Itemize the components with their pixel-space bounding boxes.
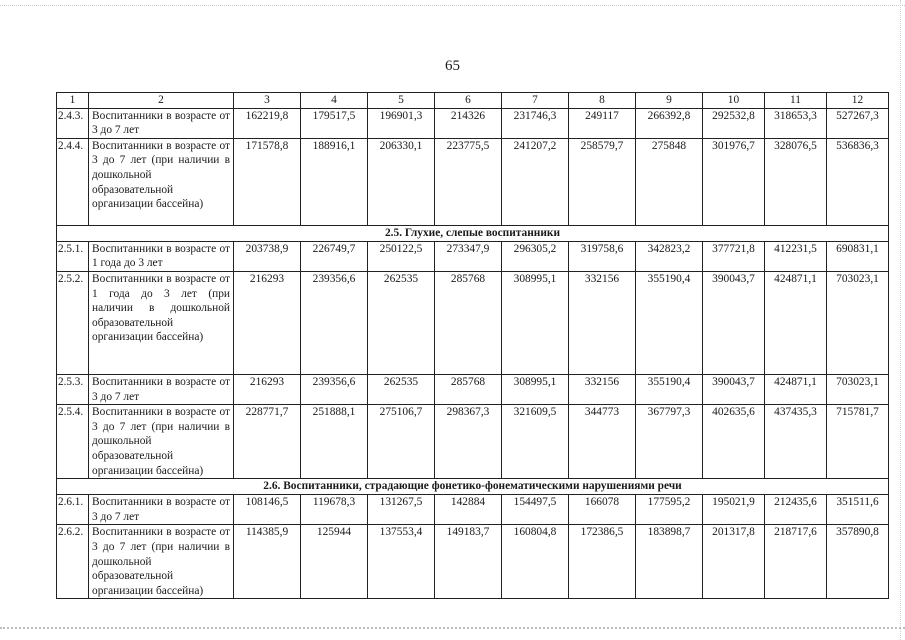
row-description: Воспитанники в возрасте от 3 до 7 лет (при наличии в дошкольной образовательной организации бассейна) [89,525,234,599]
value-cell: 137553,4 [368,525,435,599]
value-cell: 201317,8 [703,525,765,599]
value-cell: 527267,3 [827,108,889,138]
row-code: 2.5.1. [57,241,89,271]
table-row [57,525,889,599]
column-number-header: 1 [57,93,89,109]
value-cell: 321609,5 [502,405,569,479]
page-number: 65 [445,58,460,74]
value-cell: 332156 [569,271,636,374]
table-row [57,108,889,138]
value-cell: 328076,5 [765,138,827,225]
value-cell: 296305,2 [502,241,569,271]
row-code: 2.5.3. [57,374,89,404]
row-code: 2.4.3. [57,108,89,138]
value-cell: 262535 [368,374,435,404]
value-cell: 239356,6 [301,374,368,404]
value-cell: 308995,1 [502,374,569,404]
value-cell: 344773 [569,405,636,479]
value-cell: 266392,8 [636,108,703,138]
value-cell: 214326 [435,108,502,138]
value-cell: 108146,5 [234,495,301,525]
value-cell: 131267,5 [368,495,435,525]
value-cell: 218717,6 [765,525,827,599]
value-cell: 390043,7 [703,271,765,374]
value-cell: 206330,1 [368,138,435,225]
value-cell: 196901,3 [368,108,435,138]
value-cell: 258579,7 [569,138,636,225]
row-description: Воспитанники в возрасте от 3 до 7 лет (при наличии в дошкольной образовательной организации бассейна) [89,138,234,225]
value-cell: 125944 [301,525,368,599]
value-cell: 171578,8 [234,138,301,225]
value-cell: 285768 [435,271,502,374]
row-description: Воспитанники в возрасте от 1 года до 3 лет (при наличии в дошкольной образовательной организации бассейна) [89,271,234,374]
column-number-header: 2 [89,93,234,109]
value-cell: 703023,1 [827,374,889,404]
value-cell: 412231,5 [765,241,827,271]
row-description: Воспитанники в возрасте от 3 до 7 лет [89,108,234,138]
table-row [57,405,889,479]
value-cell: 216293 [234,374,301,404]
row-code: 2.5.2. [57,271,89,374]
row-description: Воспитанники в возрасте от 3 до 7 лет (при наличии в дошкольной образовательной организации бассейна) [89,405,234,479]
column-number-header: 7 [502,93,569,109]
section-title: 2.5. Глухие, слепые воспитанники [57,225,889,241]
value-cell: 390043,7 [703,374,765,404]
tariff-table [56,92,889,599]
value-cell: 226749,7 [301,241,368,271]
value-cell: 292532,8 [703,108,765,138]
column-number-header: 8 [569,93,636,109]
value-cell: 275106,7 [368,405,435,479]
value-cell: 301976,7 [703,138,765,225]
table-row [57,241,889,271]
value-cell: 114385,9 [234,525,301,599]
scan-edge-bottom [0,627,905,629]
value-cell: 355190,4 [636,374,703,404]
row-description: Воспитанники в возрасте от 1 года до 3 лет [89,241,234,271]
table-row [57,374,889,404]
value-cell: 308995,1 [502,271,569,374]
value-cell: 285768 [435,374,502,404]
value-cell: 402635,6 [703,405,765,479]
row-description: Воспитанники в возрасте от 3 до 7 лет [89,495,234,525]
value-cell: 119678,3 [301,495,368,525]
value-cell: 273347,9 [435,241,502,271]
scan-edge-right [900,0,901,640]
value-cell: 690831,1 [827,241,889,271]
column-number-header: 6 [435,93,502,109]
value-cell: 228771,7 [234,405,301,479]
value-cell: 715781,7 [827,405,889,479]
value-cell: 149183,7 [435,525,502,599]
table-row [57,138,889,225]
value-cell: 160804,8 [502,525,569,599]
value-cell: 212435,6 [765,495,827,525]
column-number-header: 3 [234,93,301,109]
column-number-header: 9 [636,93,703,109]
value-cell: 154497,5 [502,495,569,525]
column-number-header: 11 [765,93,827,109]
value-cell: 367797,3 [636,405,703,479]
value-cell: 424871,1 [765,374,827,404]
table-row [57,495,889,525]
column-number-header: 10 [703,93,765,109]
value-cell: 223775,5 [435,138,502,225]
value-cell: 179517,5 [301,108,368,138]
value-cell: 262535 [368,271,435,374]
row-code: 2.6.2. [57,525,89,599]
value-cell: 351511,6 [827,495,889,525]
value-cell: 203738,9 [234,241,301,271]
row-code: 2.4.4. [57,138,89,225]
value-cell: 342823,2 [636,241,703,271]
value-cell: 355190,4 [636,271,703,374]
section-title: 2.6. Воспитанники, страдающие фонетико-фонематическими нарушениями речи [57,479,889,495]
value-cell: 195021,9 [703,495,765,525]
value-cell: 251888,1 [301,405,368,479]
value-cell: 231746,3 [502,108,569,138]
row-code: 2.5.4. [57,405,89,479]
table-header-row [57,93,889,109]
value-cell: 177595,2 [636,495,703,525]
value-cell: 188916,1 [301,138,368,225]
section-heading-row [57,479,889,495]
value-cell: 239356,6 [301,271,368,374]
value-cell: 318653,3 [765,108,827,138]
value-cell: 437435,3 [765,405,827,479]
scan-edge-top [0,0,905,6]
value-cell: 183898,7 [636,525,703,599]
column-number-header: 12 [827,93,889,109]
value-cell: 250122,5 [368,241,435,271]
value-cell: 275848 [636,138,703,225]
value-cell: 424871,1 [765,271,827,374]
value-cell: 703023,1 [827,271,889,374]
value-cell: 241207,2 [502,138,569,225]
row-description: Воспитанники в возрасте от 3 до 7 лет [89,374,234,404]
row-code: 2.6.1. [57,495,89,525]
value-cell: 166078 [569,495,636,525]
value-cell: 172386,5 [569,525,636,599]
value-cell: 536836,3 [827,138,889,225]
value-cell: 377721,8 [703,241,765,271]
value-cell: 216293 [234,271,301,374]
column-number-header: 4 [301,93,368,109]
column-number-header: 5 [368,93,435,109]
value-cell: 162219,8 [234,108,301,138]
section-heading-row [57,225,889,241]
value-cell: 249117 [569,108,636,138]
table-row [57,271,889,374]
value-cell: 298367,3 [435,405,502,479]
value-cell: 357890,8 [827,525,889,599]
value-cell: 332156 [569,374,636,404]
value-cell: 142884 [435,495,502,525]
value-cell: 319758,6 [569,241,636,271]
